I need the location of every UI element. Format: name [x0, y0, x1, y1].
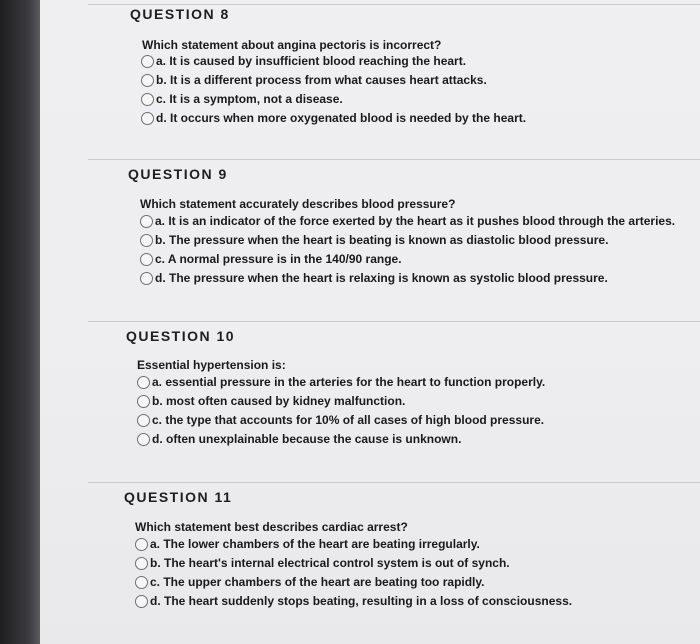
radio-button[interactable]: [135, 557, 148, 570]
radio-button[interactable]: [140, 253, 153, 266]
radio-button[interactable]: [137, 414, 150, 427]
question-title: QUESTION 8: [130, 6, 230, 22]
answer-label: b. The pressure when the heart is beating is known as diastolic blood pressure.: [155, 233, 609, 247]
radio-button[interactable]: [137, 376, 150, 389]
question-divider: [88, 159, 700, 160]
answer-option-c[interactable]: [135, 575, 485, 589]
answer-label: d. It occurs when more oxygenated blood is needed by the heart.: [156, 111, 527, 125]
monitor-bezel: [0, 0, 40, 644]
question-text: Which statement about angina pectoris is incorrect?: [142, 38, 442, 52]
question-divider: [88, 4, 700, 5]
answer-label: a. It is an indicator of the force exerted by the heart as it pushes blood through the arteries.: [155, 214, 676, 228]
answer-label: d. The pressure when the heart is relaxing is known as systolic blood pressure.: [155, 271, 608, 285]
answer-label: c. The upper chambers of the heart are beating too rapidly.: [150, 575, 485, 589]
radio-button[interactable]: [141, 112, 154, 125]
answer-label: a. essential pressure in the arteries for the heart to function properly.: [152, 375, 546, 389]
radio-button[interactable]: [141, 93, 154, 106]
question-text: Which statement accurately describes blood pressure?: [140, 197, 456, 211]
question-title: QUESTION 9: [128, 166, 228, 182]
answer-label: d. The heart suddenly stops beating, resulting in a loss of consciousness.: [150, 594, 573, 608]
answer-label: c. the type that accounts for 10% of all cases of high blood pressure.: [152, 413, 545, 427]
radio-button[interactable]: [141, 55, 154, 68]
radio-button[interactable]: [141, 74, 154, 87]
answer-option-c[interactable]: [137, 413, 544, 427]
radio-button[interactable]: [140, 272, 153, 285]
answer-option-a[interactable]: [135, 537, 480, 551]
answer-option-b[interactable]: [135, 556, 510, 570]
answer-label: b. The heart's internal electrical control system is out of synch.: [150, 556, 510, 570]
answer-option-a[interactable]: [141, 54, 466, 68]
answer-option-b[interactable]: [137, 394, 405, 408]
question-divider: [88, 321, 700, 322]
answer-option-c[interactable]: [141, 92, 343, 106]
answer-option-b[interactable]: [140, 233, 608, 247]
radio-button[interactable]: [135, 595, 148, 608]
answer-option-d[interactable]: [137, 432, 461, 446]
answer-option-d[interactable]: [135, 594, 572, 608]
answer-option-c[interactable]: [140, 252, 402, 266]
radio-button[interactable]: [135, 576, 148, 589]
radio-button[interactable]: [135, 538, 148, 551]
question-title: QUESTION 11: [124, 489, 233, 505]
answer-option-d[interactable]: [141, 111, 526, 125]
question-title: QUESTION 10: [126, 328, 236, 344]
radio-button[interactable]: [137, 395, 150, 408]
answer-option-a[interactable]: [140, 214, 675, 228]
radio-button[interactable]: [140, 215, 153, 228]
answer-label: c. It is a symptom, not a disease.: [156, 92, 343, 106]
answer-label: a. It is caused by insufficient blood reaching the heart.: [156, 54, 467, 68]
quiz-page: [40, 0, 700, 644]
answer-option-b[interactable]: [141, 73, 487, 87]
answer-label: a. The lower chambers of the heart are beating irregularly.: [150, 537, 480, 551]
answer-option-a[interactable]: [137, 375, 545, 389]
answer-option-d[interactable]: [140, 271, 608, 285]
radio-button[interactable]: [137, 433, 150, 446]
question-divider: [88, 482, 700, 483]
answer-label: b. It is a different process from what causes heart attacks.: [156, 73, 487, 87]
answer-label: d. often unexplainable because the cause is unknown.: [152, 432, 462, 446]
question-text: Essential hypertension is:: [137, 358, 286, 372]
answer-label: c. A normal pressure is in the 140/90 range.: [155, 252, 402, 266]
answer-label: b. most often caused by kidney malfunction.: [152, 394, 406, 408]
radio-button[interactable]: [140, 234, 153, 247]
question-text: Which statement best describes cardiac arrest?: [135, 520, 408, 534]
